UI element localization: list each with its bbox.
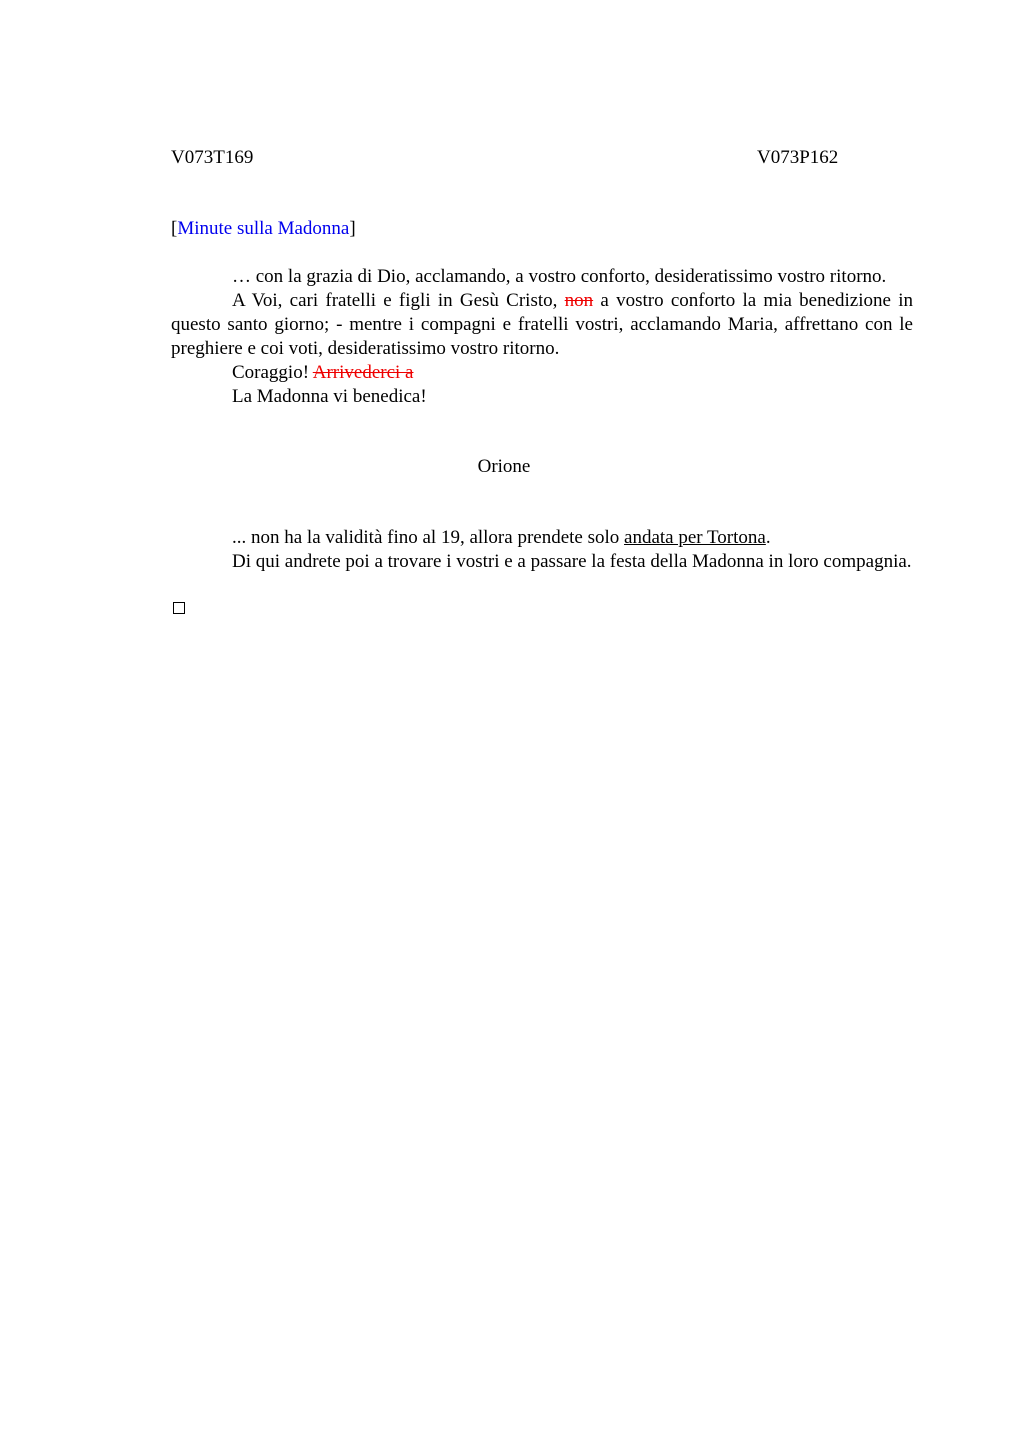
letter-body [171,265,913,409]
note-paragraph-1-text-end: . [765,527,771,548]
document-code-left: V073T169 [171,147,254,168]
paragraph-3 [171,361,913,385]
note-paragraph-1 [171,526,913,550]
note-paragraph-2: Di qui andrete poi a trovare i vostri e a passare la festa della Madonna in loro compagnia. [232,551,912,572]
deleted-phrase: Arrivederci a [312,362,414,383]
section-title [171,218,356,240]
title-link[interactable]: Minute sulla Madonna [177,218,350,239]
paragraph-2-text-start: A Voi, cari fratelli e figli in Gesù Cristo, [232,290,565,311]
paragraph-3-text: Coraggio! [232,362,313,383]
second-note-body [171,526,913,574]
document-code-right: V073P162 [757,147,839,168]
paragraph-1: … con la grazia di Dio, acclamando, a vostro conforto, desideratissimo vostro ritorno. [232,266,887,287]
signature: Orione [477,456,531,477]
title-open-bracket: [ [171,218,178,239]
paragraph-2-text-end: a vostro conforto la mia benedizione in questo santo giorno; - mentre i compagni e fratelli vostri, acclamando Maria, affrettano con le preghiere e coi voti, desideratissimo vostro ritorno. [171,290,913,359]
paragraph-4: La Madonna vi benedica! [232,386,427,407]
square-outline-icon [173,602,185,614]
paragraph-2 [171,289,913,361]
deleted-word: non [564,290,594,311]
underlined-destination: andata per Tortona [624,527,766,548]
note-paragraph-1-text-start: ... non ha la validità fino al 19, allora prendete solo [232,527,625,548]
title-close-bracket: ] [349,218,356,239]
